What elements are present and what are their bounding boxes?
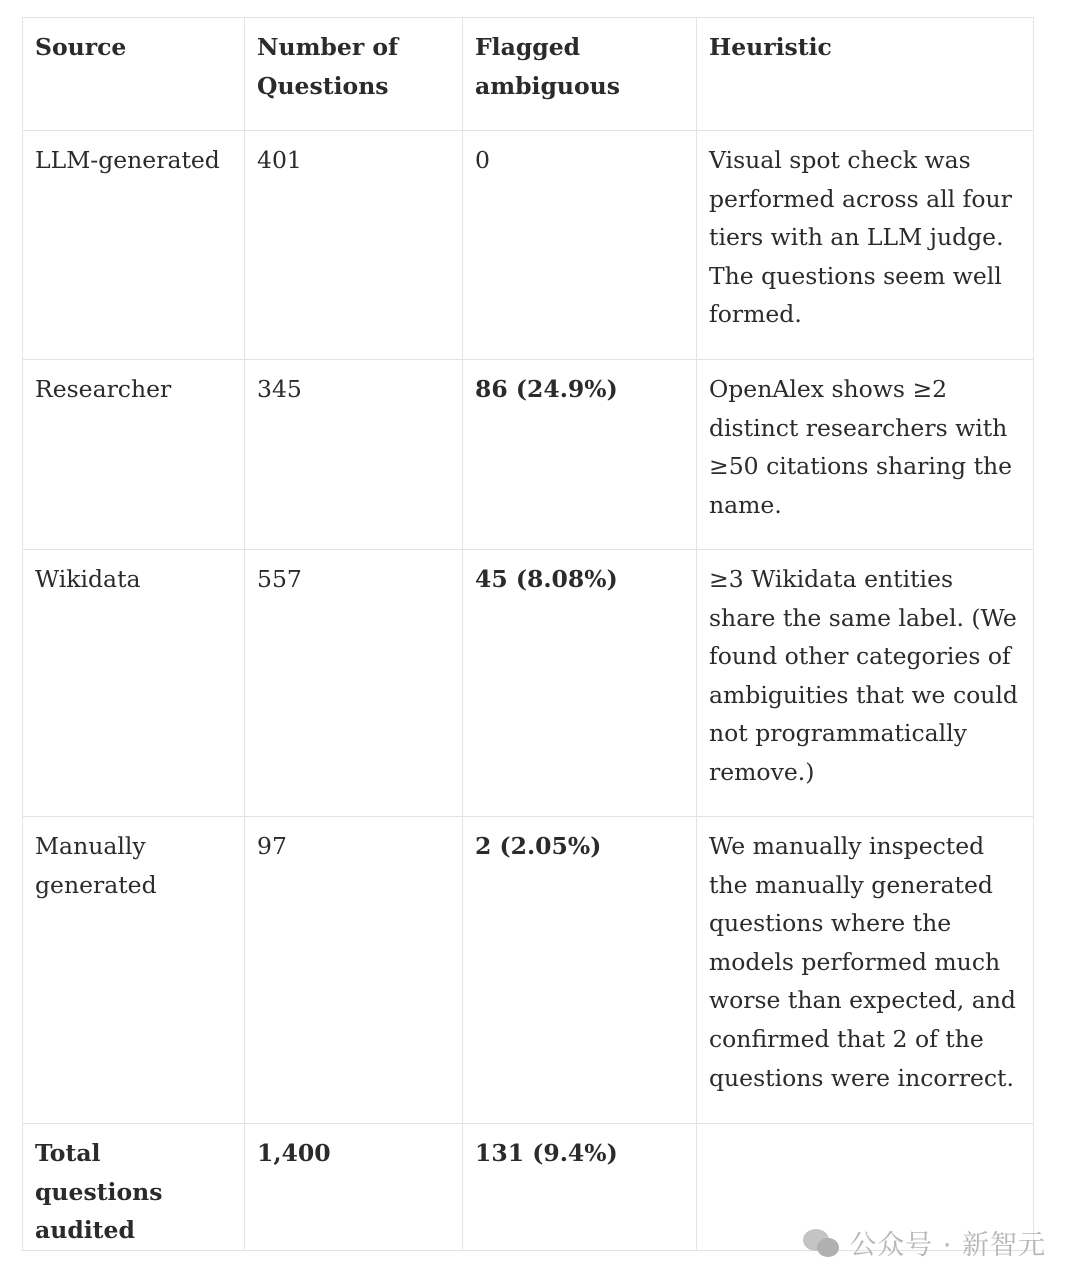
table-row xyxy=(23,360,1034,550)
cell-count: 345 xyxy=(245,360,463,550)
watermark xyxy=(803,1223,1046,1262)
ambiguity-audit-table-container xyxy=(22,17,1033,1251)
cell-flagged: 0 xyxy=(463,131,697,360)
header-heuristic: Heuristic xyxy=(697,18,1034,131)
cell-count: 1,400 xyxy=(245,1124,463,1251)
table-row xyxy=(23,131,1034,360)
table-row xyxy=(23,817,1034,1124)
header-source: Source xyxy=(23,18,245,131)
table-row xyxy=(23,550,1034,817)
cell-source: Total questions audited xyxy=(23,1124,245,1251)
cell-heuristic: Visual spot check was performed across all four tiers with an LLM judge. The questions seem well formed. xyxy=(697,131,1034,360)
cell-heuristic: ≥3 Wikidata entities share the same label. (We found other categories of ambiguities that we could not programmatically remove.) xyxy=(697,550,1034,817)
cell-flagged: 86 (24.9%) xyxy=(463,360,697,550)
header-flagged-ambiguous: Flagged ambiguous xyxy=(463,18,697,131)
cell-source: Wikidata xyxy=(23,550,245,817)
cell-heuristic: OpenAlex shows ≥2 distinct researchers with ≥50 citations sharing the name. xyxy=(697,360,1034,550)
cell-flagged: 2 (2.05%) xyxy=(463,817,697,1124)
cell-source: LLM-generated xyxy=(23,131,245,360)
watermark-text: 公众号 · 新智元 xyxy=(849,1230,1046,1261)
cell-flagged: 45 (8.08%) xyxy=(463,550,697,817)
cell-source: Manually generated xyxy=(23,817,245,1124)
cell-flagged: 131 (9.4%) xyxy=(463,1124,697,1251)
table-header-row xyxy=(23,18,1034,131)
cell-source: Researcher xyxy=(23,360,245,550)
header-number-of-questions: Number of Questions xyxy=(245,18,463,131)
cell-heuristic: We manually inspected the manually generated questions where the models performed much worse than expected, and confirmed that 2 of the questions were incorrect. xyxy=(697,817,1034,1124)
cell-count: 557 xyxy=(245,550,463,817)
cell-count: 97 xyxy=(245,817,463,1124)
ambiguity-audit-table xyxy=(22,17,1034,1251)
wechat-icon xyxy=(803,1227,841,1259)
cell-count: 401 xyxy=(245,131,463,360)
